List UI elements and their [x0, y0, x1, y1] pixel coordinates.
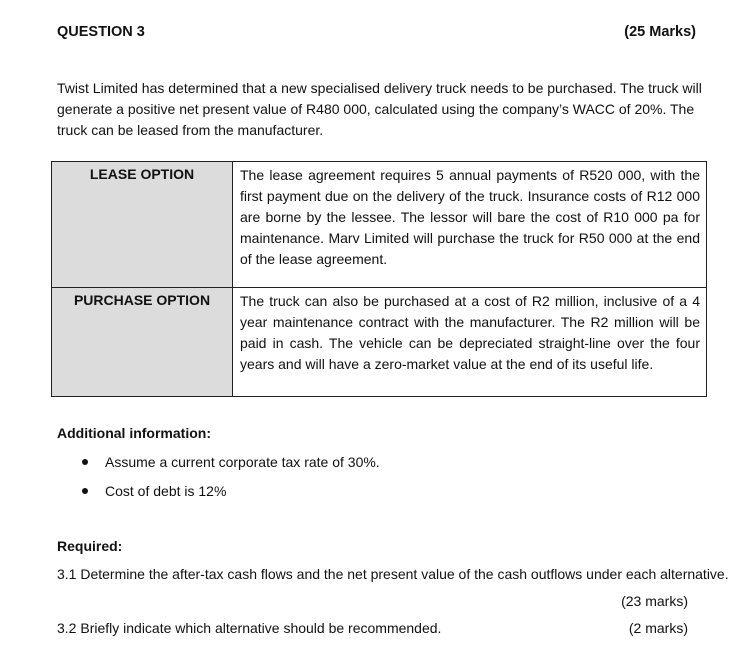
question-marks: (25 Marks): [624, 24, 696, 40]
additional-info-item: Assume a current corporate tax rate of 30%.: [105, 454, 380, 470]
additional-info-item: Cost of debt is 12%: [105, 483, 227, 499]
required-item-3-1-marks: (23 marks): [621, 593, 688, 609]
purchase-option-description: The truck can also be purchased at a cost of R2 million, inclusive of a 4 year maintenance contract with the manufacturer. The R2 million will be paid in cash. The vehicle can be depreciated straight-line over the four years and will have a zero-market value at the end of its useful life.: [233, 288, 707, 397]
intro-paragraph: Twist Limited has determined that a new specialised delivery truck needs to be purchased. The truck will generate a positive net present value of R480 000, calculated using the company’s WACC of 20%. The truck can be leased from the manufacturer.: [57, 80, 702, 138]
list-item: [78, 454, 380, 483]
purchase-option-row: [52, 288, 707, 397]
required-title: Required:: [57, 538, 123, 554]
additional-info-title: Additional information:: [57, 425, 211, 441]
bullet-icon: [82, 488, 88, 494]
options-table: [51, 161, 707, 397]
required-item-3-2-marks: (2 marks): [628, 620, 688, 636]
question-title: QUESTION 3: [57, 24, 145, 40]
lease-option-row: [52, 162, 707, 288]
bullet-icon: [82, 459, 88, 465]
required-item-3-1: 3.1 Determine the after-tax cash flows and the net present value of the cash outflows under each alternative.: [57, 566, 729, 582]
lease-option-description: The lease agreement requires 5 annual payments of R520 000, with the first payment due on the delivery of the truck. Insurance costs of R12 000 are borne by the lessee. The lessor will bare the cost of R10 000 pa for maintenance. Marv Limited will purchase the truck for R50 000 at the end of the lease agreement.: [233, 162, 707, 288]
required-item-3-2: 3.2 Briefly indicate which alternative should be recommended.: [57, 620, 442, 636]
list-item: [78, 483, 380, 512]
purchase-option-label: PURCHASE OPTION: [52, 288, 233, 397]
lease-option-label: LEASE OPTION: [52, 162, 233, 288]
additional-info-list: [78, 454, 380, 512]
